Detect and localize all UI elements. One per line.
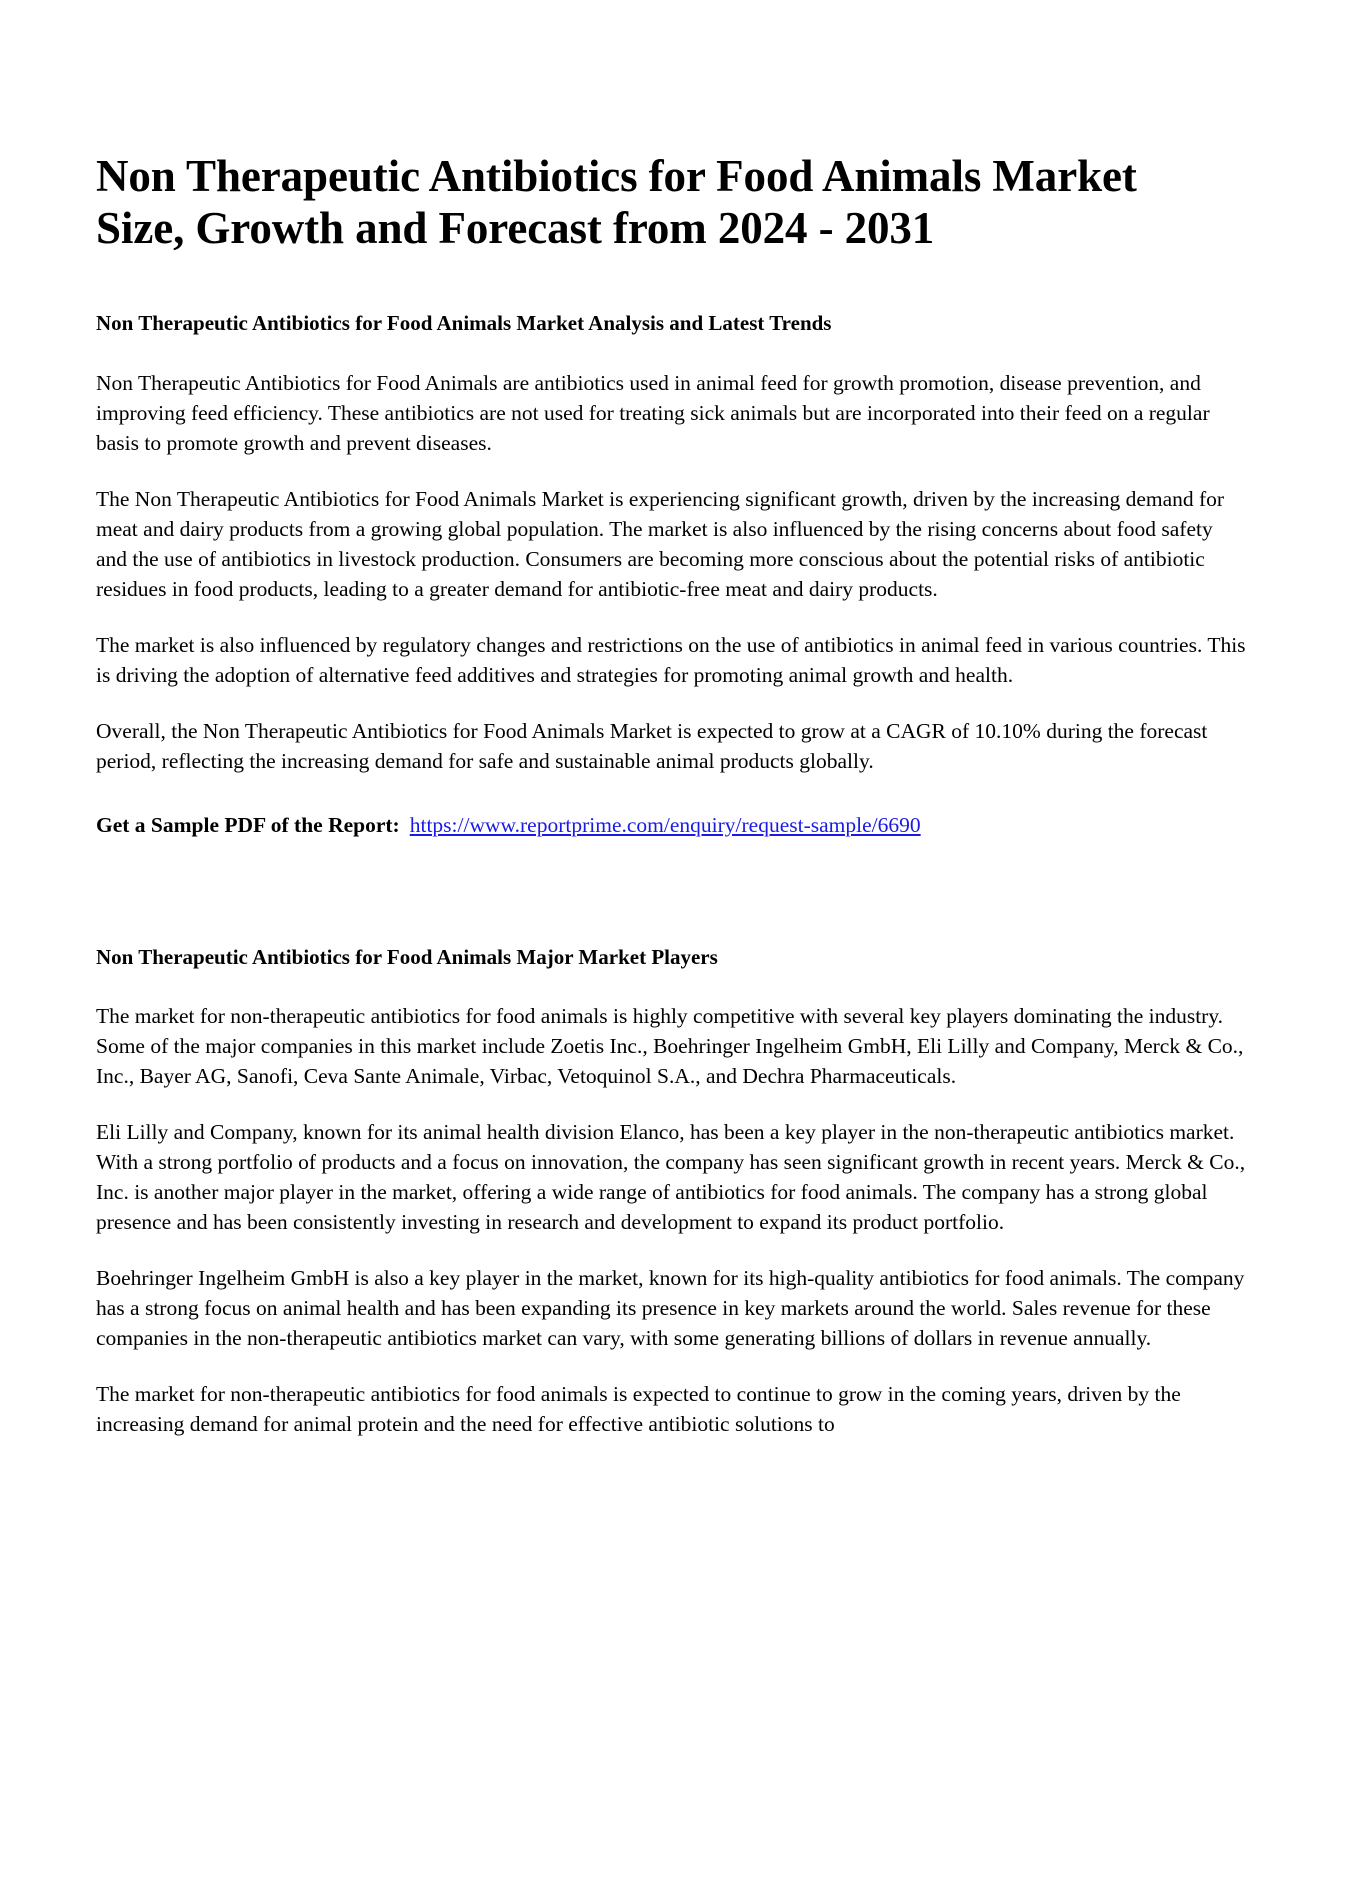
paragraph-players-boehringer: Boehringer Ingelheim GmbH is also a key player in the market, known for its high-quality antibiotics for food animals. The company has a strong focus on animal health and has been expanding its presence in key markets around the world. Sales revenue for these companies in the non-therapeutic antibiotics market can vary, with some generating billions of dollars in revenue annually. [96, 1265, 1245, 1350]
paragraph-analysis-growth-drivers: The Non Therapeutic Antibiotics for Food Animals Market is experiencing significant growth, driven by the increasing demand for meat and dairy products from a growing global population. The market is also influenced by the rising concerns about food safety and the use of antibiotics in livestock production. Consumers are becoming more conscious about the potential risks of antibiotic residues in food products, leading to a greater demand for antibiotic-free meat and dairy products. [96, 486, 1225, 601]
section-heading-market-analysis: Non Therapeutic Antibiotics for Food Animals Market Analysis and Latest Trends [96, 311, 832, 336]
sample-pdf-line [96, 810, 1249, 840]
paragraph-players-outlook-truncated: The market for non-therapeutic antibiotics for food animals is expected to continue to grow in the coming years, driven by the increasing demand for animal protein and the need for effective antibiotic solutions to [96, 1381, 1181, 1436]
sample-pdf-label: Get a Sample PDF of the Report: [96, 812, 400, 837]
section-heading-major-market-players: Non Therapeutic Antibiotics for Food Animals Major Market Players [96, 944, 718, 969]
paragraph-analysis-cagr: Overall, the Non Therapeutic Antibiotics for Food Animals Market is expected to grow at a CAGR of 10.10% during the forecast period, reflecting the increasing demand for safe and sustainable animal products globally. [96, 718, 1208, 773]
paragraph-analysis-regulatory: The market is also influenced by regulatory changes and restrictions on the use of antibiotics in animal feed in various countries. This is driving the adoption of alternative feed additives and strategies for promoting animal growth and health. [96, 632, 1246, 687]
paragraph-players-eli-lilly-merck: Eli Lilly and Company, known for its animal health division Elanco, has been a key player in the non-therapeutic antibiotics market. With a strong portfolio of products and a focus on innovation, the company has seen significant growth in recent years. Merck & Co., Inc. is another major player in the market, offering a wide range of antibiotics for food animals. The company has a strong global presence and has been consistently investing in research and development to expand its product portfolio. [96, 1119, 1246, 1234]
sample-pdf-link[interactable]: https://www.reportprime.com/enquiry/request-sample/6690 [409, 812, 921, 837]
page-title: Non Therapeutic Antibiotics for Food Animals Market Size, Growth and Forecast from 2024 - 2031 [96, 151, 1137, 254]
paragraph-analysis-definition: Non Therapeutic Antibiotics for Food Animals are antibiotics used in animal feed for growth promotion, disease prevention, and improving feed efficiency. These antibiotics are not used for treating sick animals but are incorporated into their feed on a regular basis to promote growth and prevent diseases. [96, 370, 1210, 455]
paragraph-players-overview: The market for non-therapeutic antibiotics for food animals is highly competitive with several key players dominating the industry. Some of the major companies in this market include Zoetis Inc., Boehringer Ingelheim GmbH, Eli Lilly and Company, Merck & Co., Inc., Bayer AG, Sanofi, Ceva Sante Animale, Virbac, Vetoquinol S.A., and Dechra Pharmaceuticals. [96, 1003, 1244, 1088]
section-spacer [96, 840, 1249, 886]
